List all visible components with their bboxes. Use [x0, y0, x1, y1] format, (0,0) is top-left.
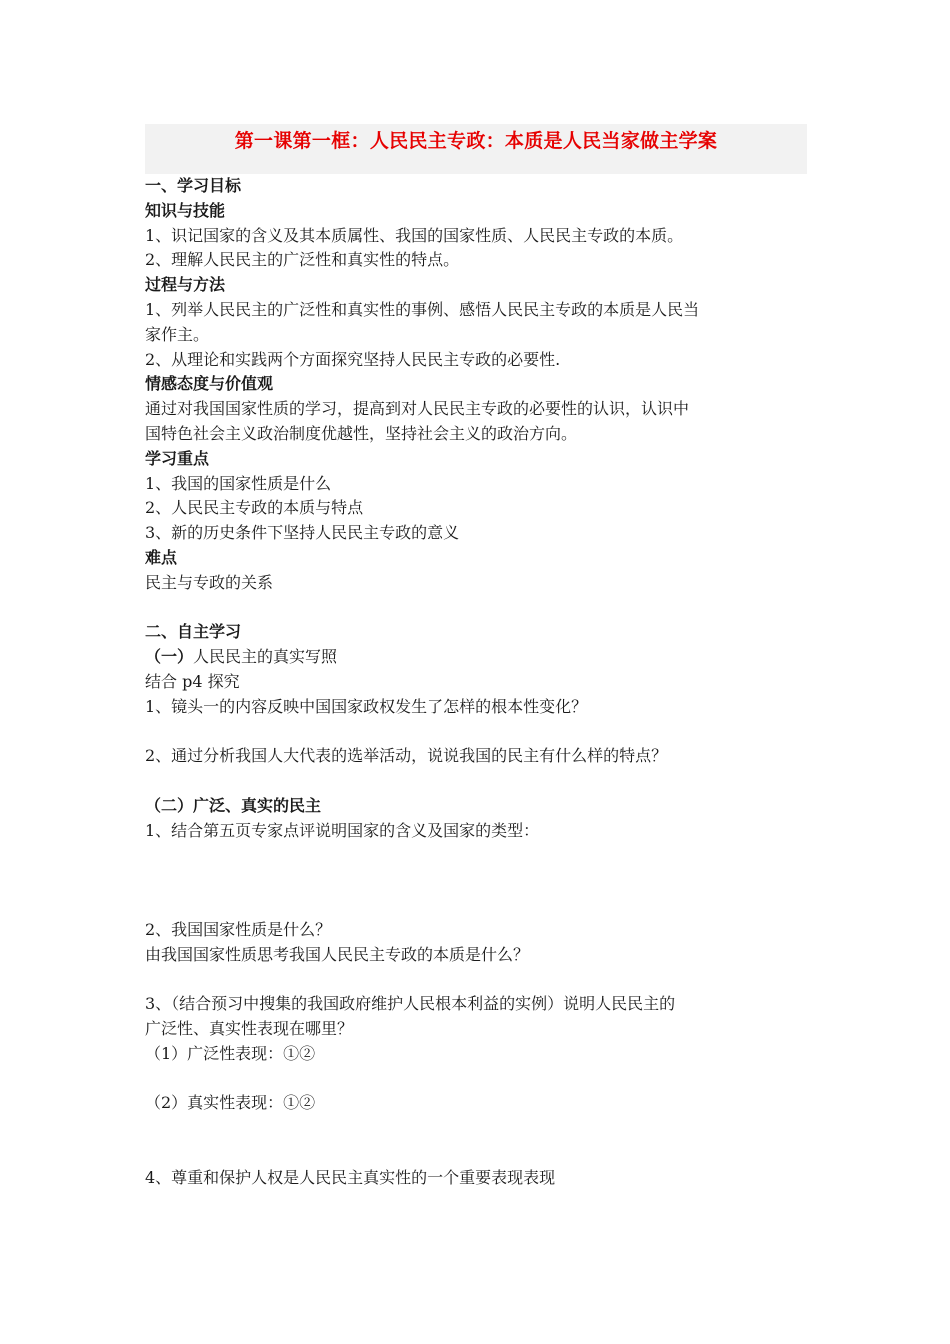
process-item-1-line-2: 家作主。 — [145, 324, 210, 344]
question-2: 2、通过分析我国人大代表的选举活动，说说我国的民主有什么样的特点？ — [145, 746, 668, 766]
item-3-broad: （1）广泛性表现：①② — [145, 1043, 316, 1063]
difficulty-item: 民主与专政的关系 — [145, 572, 274, 592]
item-4: 4、尊重和保护人权是人民民主真实性的一个重要表现表现 — [145, 1167, 556, 1187]
subheading-process: 过程与方法 — [145, 275, 226, 295]
emotion-text-line-2: 国特色社会主义政治制度优越性，坚持社会主义的政治方向。 — [145, 423, 578, 443]
title-bar — [145, 124, 807, 174]
process-item-2: 2、从理论和实践两个方面探究坚持人民民主专政的必要性. — [145, 349, 561, 369]
item-2: 2、我国国家性质是什么？ — [145, 919, 332, 939]
key-point-2: 2、人民民主专政的本质与特点 — [145, 498, 364, 518]
item-3-real: （2）真实性表现：①② — [145, 1093, 316, 1113]
knowledge-item-2: 2、理解人民民主的广泛性和真实性的特点。 — [145, 250, 460, 270]
process-item-1-line-1: 1、列举人民民主的广泛性和真实性的事例、感悟人民民主专政的本质是人民当 — [145, 299, 700, 319]
key-point-3: 3、新的历史条件下坚持人民民主专政的意义 — [145, 523, 460, 543]
document-title: 第一课第一框：人民民主专政：本质是人民当家做主学案 — [234, 130, 718, 152]
section-heading-self-study: 二、自主学习 — [145, 622, 242, 642]
knowledge-item-1: 1、识记国家的含义及其本质属性、我国的国家性质、人民民主专政的本质。 — [145, 225, 684, 245]
subheading-key-points: 学习重点 — [145, 448, 210, 468]
item-1: 1、结合第五页专家点评说明国家的含义及国家的类型： — [145, 820, 540, 840]
item-2-followup: 由我国国家性质思考我国人民民主专政的本质是什么？ — [145, 944, 530, 964]
item-3-line-2: 广泛性、真实性表现在哪里？ — [145, 1019, 354, 1039]
subsection-1-text: 人民民主的真实写照 — [193, 647, 338, 667]
subheading-emotion: 情感态度与价值观 — [145, 374, 274, 394]
combine-note: 结合 p4 探究 — [145, 671, 240, 691]
subsection-1-prefix: （一） — [145, 647, 194, 667]
question-1: 1、镜头一的内容反映中国国家政权发生了怎样的根本性变化？ — [145, 696, 588, 716]
document-page — [145, 124, 807, 1191]
item-3-line-1: 3、（结合预习中搜集的我国政府维护人民根本利益的实例）说明人民民主的 — [145, 994, 676, 1014]
subsection-2-heading: （二）广泛、真实的民主 — [145, 795, 322, 815]
subheading-difficulty: 难点 — [145, 547, 178, 567]
emotion-text-line-1: 通过对我国国家性质的学习，提高到对人民民主专政的必要性的认识，认识中 — [145, 399, 690, 419]
subheading-knowledge: 知识与技能 — [145, 200, 226, 220]
key-point-1: 1、我国的国家性质是什么 — [145, 473, 332, 493]
subsection-1-heading — [145, 645, 807, 670]
section-heading-goals: 一、学习目标 — [145, 176, 242, 195]
